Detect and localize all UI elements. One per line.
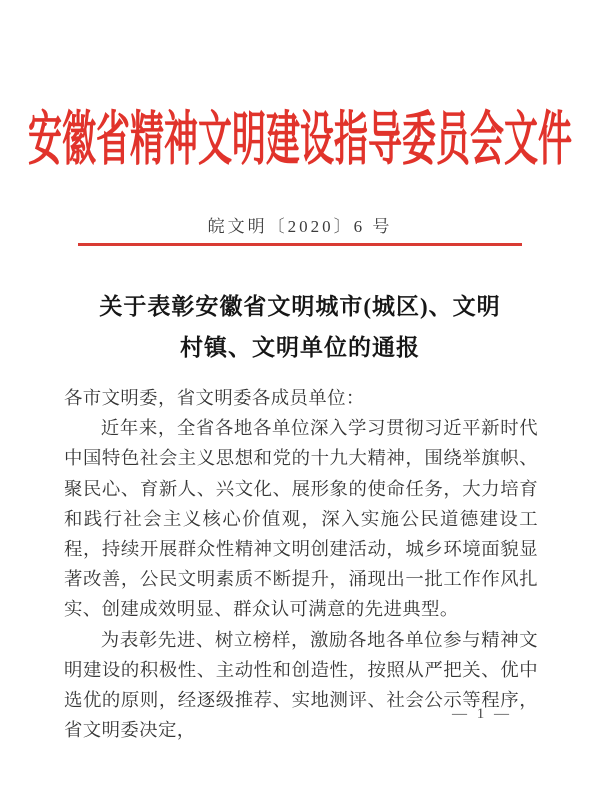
- salutation-line: 各市文明委，省文明委各成员单位：: [64, 388, 365, 408]
- document-number: 皖文明〔2020〕6 号: [207, 217, 393, 236]
- red-divider-line: [78, 243, 522, 246]
- page-number: — 1 —: [452, 706, 512, 722]
- body-paragraph-2: 为表彰先进、树立榜样，激励各地各单位参与精神文明建设的积极性、主动性和创造性，按照从严把关、优中选优的原则，经逐级推荐、实地测评、社会公示等程序，省文明委决定，: [64, 629, 538, 741]
- document-title-line-1: 关于表彰安徽省文明城市(城区)、文明: [99, 294, 501, 319]
- document-title-line-2: 村镇、文明单位的通报: [180, 335, 420, 360]
- document-title: [0, 286, 600, 368]
- body-paragraph-1: 近年来，全省各地各单位深入学习贯彻习近平新时代中国特色社会主义思想和党的十九大精神，围绕举旗帜、聚民心、育新人、兴文化、展形象的使命任务，大力培育和践行社会主义核心价值观，深入实施公民道德建设工程，持续开展群众性精神文明创建活动，城乡环境面貌显著改善，公民文明素质不断提升，涌现出一批工作作风扎实、创建成效明显、群众认可满意的先进典型。: [64, 418, 538, 620]
- red-header-org-title: 安徽省精神文明建设指导委员会文件: [28, 109, 572, 173]
- document-body: [64, 383, 538, 745]
